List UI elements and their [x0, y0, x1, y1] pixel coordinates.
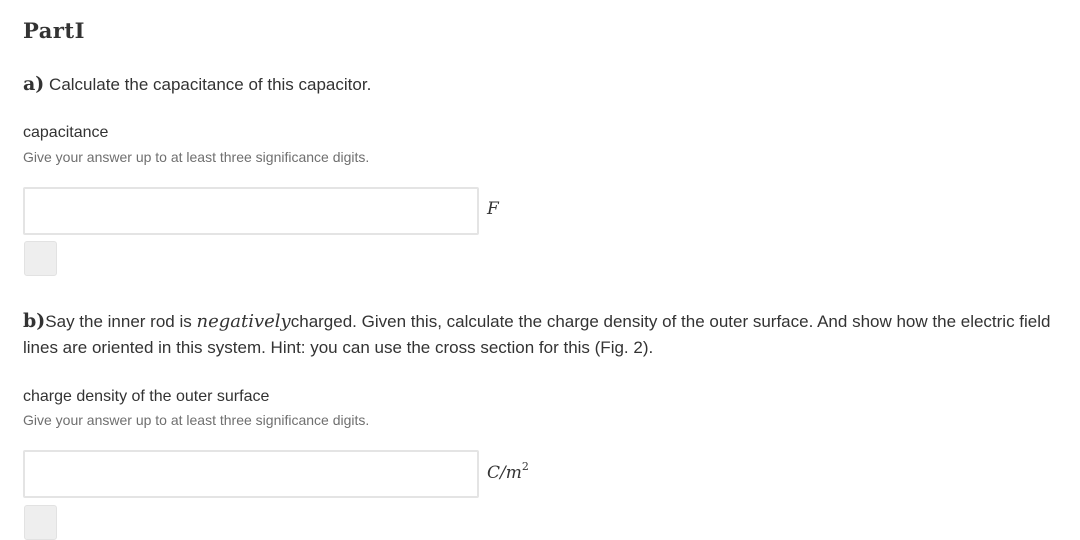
question-a-text	[23, 71, 371, 98]
question-b-math-word: negatively	[196, 311, 291, 332]
capacitance-input[interactable]	[23, 187, 479, 235]
charge-density-check-button[interactable]	[24, 505, 57, 540]
question-a-letter: a)	[23, 73, 45, 95]
charge-density-unit	[487, 460, 529, 483]
part-title: PartI	[23, 18, 85, 43]
capacitance-check-button[interactable]	[24, 241, 57, 276]
question-page	[23, 0, 1068, 522]
capacitance-unit: F	[487, 199, 499, 219]
question-b-prompt-start: Say the inner rod is	[45, 312, 197, 331]
capacitance-hint: Give your answer up to at least three significance digits.	[23, 149, 370, 165]
charge-density-input[interactable]	[23, 450, 479, 498]
question-b-prompt-end: charged. Given this, calculate the charge density of the outer surface. And show how the electric field lines are oriented in this system. Hint: you can use the cross section for this (Fig. 2).	[23, 312, 1051, 357]
question-b-letter: b)	[23, 310, 46, 332]
charge-density-unit-base: C/m	[487, 463, 522, 483]
capacitance-label: capacitance	[23, 124, 109, 141]
charge-density-unit-exponent: 2	[521, 460, 529, 473]
charge-density-hint: Give your answer up to at least three significance digits.	[23, 412, 370, 428]
question-a-prompt: Calculate the capacitance of this capacitor.	[49, 75, 372, 94]
charge-density-label: charge density of the outer surface	[23, 388, 270, 405]
question-b-text	[23, 308, 1063, 361]
